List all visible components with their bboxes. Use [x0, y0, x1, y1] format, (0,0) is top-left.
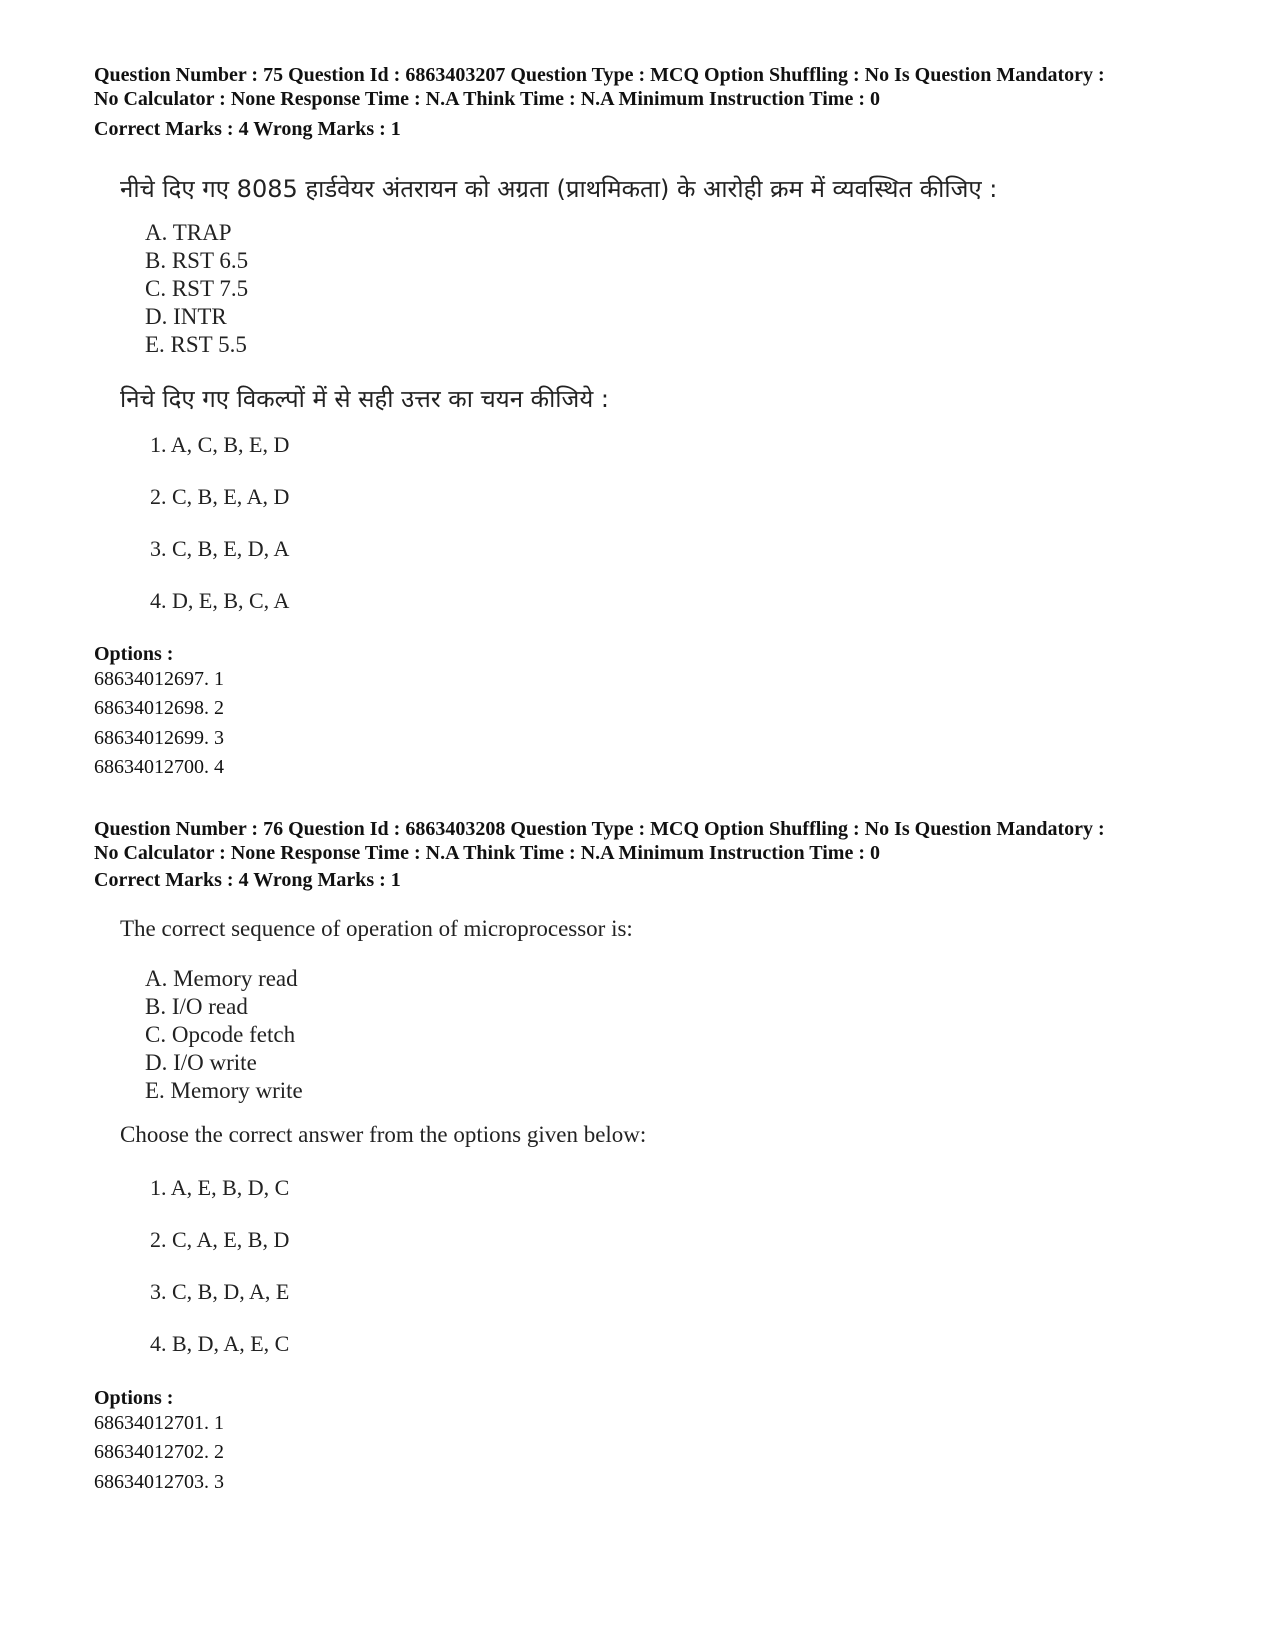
item-b: B. RST 6.5	[145, 248, 249, 273]
question-76-meta	[94, 817, 1234, 865]
option-id-1: 68634012697. 1	[94, 668, 224, 690]
question-76-options-label: Options :	[94, 1387, 174, 1409]
option-id-1: 68634012701. 1	[94, 1412, 224, 1434]
question-75-options-label: Options :	[94, 643, 174, 665]
item-c: C. RST 7.5	[145, 276, 249, 301]
question-76-stem: The correct sequence of operation of microprocessor is:	[120, 916, 633, 941]
choice-2: 2. C, B, E, A, D	[150, 484, 290, 509]
item-a: A. TRAP	[145, 220, 232, 245]
item-d: D. INTR	[145, 304, 227, 329]
question-75-instruction: निचे दिए गए विकल्पों में से सही उत्तर का चयन कीजिये :	[120, 385, 609, 413]
option-id-2: 68634012702. 2	[94, 1441, 224, 1464]
choice-4: 4. B, D, A, E, C	[150, 1331, 290, 1356]
choice-3: 3. C, B, E, D, A	[150, 536, 290, 561]
question-76-marks: Correct Marks : 4 Wrong Marks : 1	[94, 869, 401, 891]
choice-2: 2. C, A, E, B, D	[150, 1227, 290, 1252]
meta-line-1: Question Number : 75 Question Id : 6863403207 Question Type : MCQ Option Shuffling : No Is Question Mandatory :	[94, 64, 1105, 86]
question-76-options	[94, 1409, 224, 1497]
meta-line-2: No Calculator : None Response Time : N.A Think Time : N.A Minimum Instruction Time : 0	[94, 88, 880, 110]
item-c: C. Opcode fetch	[145, 1022, 296, 1047]
item-b: B. I/O read	[145, 994, 248, 1019]
question-75-options	[94, 665, 224, 782]
option-id-4: 68634012700. 4	[94, 755, 224, 778]
question-75-stem: नीचे दिए गए 8085 हार्डवेयर अंतरायन को अग्रता (प्राथमिकता) के आरोही क्रम में व्यवस्थित कीजिए :	[120, 175, 998, 203]
option-id-3: 68634012699. 3	[94, 726, 224, 749]
item-e: E. RST 5.5	[145, 332, 247, 357]
question-75-marks: Correct Marks : 4 Wrong Marks : 1	[94, 118, 401, 140]
question-76-instruction: Choose the correct answer from the options given below:	[120, 1122, 647, 1147]
question-75-items	[145, 219, 248, 359]
choice-1: 1. A, C, B, E, D	[150, 432, 290, 457]
option-id-3: 68634012703. 3	[94, 1470, 224, 1493]
item-e: E. Memory write	[145, 1078, 303, 1103]
choice-4: 4. D, E, B, C, A	[150, 588, 290, 613]
choice-3: 3. C, B, D, A, E	[150, 1279, 290, 1304]
meta-line-2: No Calculator : None Response Time : N.A Think Time : N.A Minimum Instruction Time : 0	[94, 842, 880, 864]
choice-1: 1. A, E, B, D, C	[150, 1175, 290, 1200]
item-a: A. Memory read	[145, 966, 298, 991]
meta-line-1: Question Number : 76 Question Id : 6863403208 Question Type : MCQ Option Shuffling : No Is Question Mandatory :	[94, 818, 1105, 840]
question-75-meta	[94, 63, 1234, 111]
question-76-items	[145, 965, 303, 1105]
item-d: D. I/O write	[145, 1050, 257, 1075]
option-id-2: 68634012698. 2	[94, 697, 224, 720]
